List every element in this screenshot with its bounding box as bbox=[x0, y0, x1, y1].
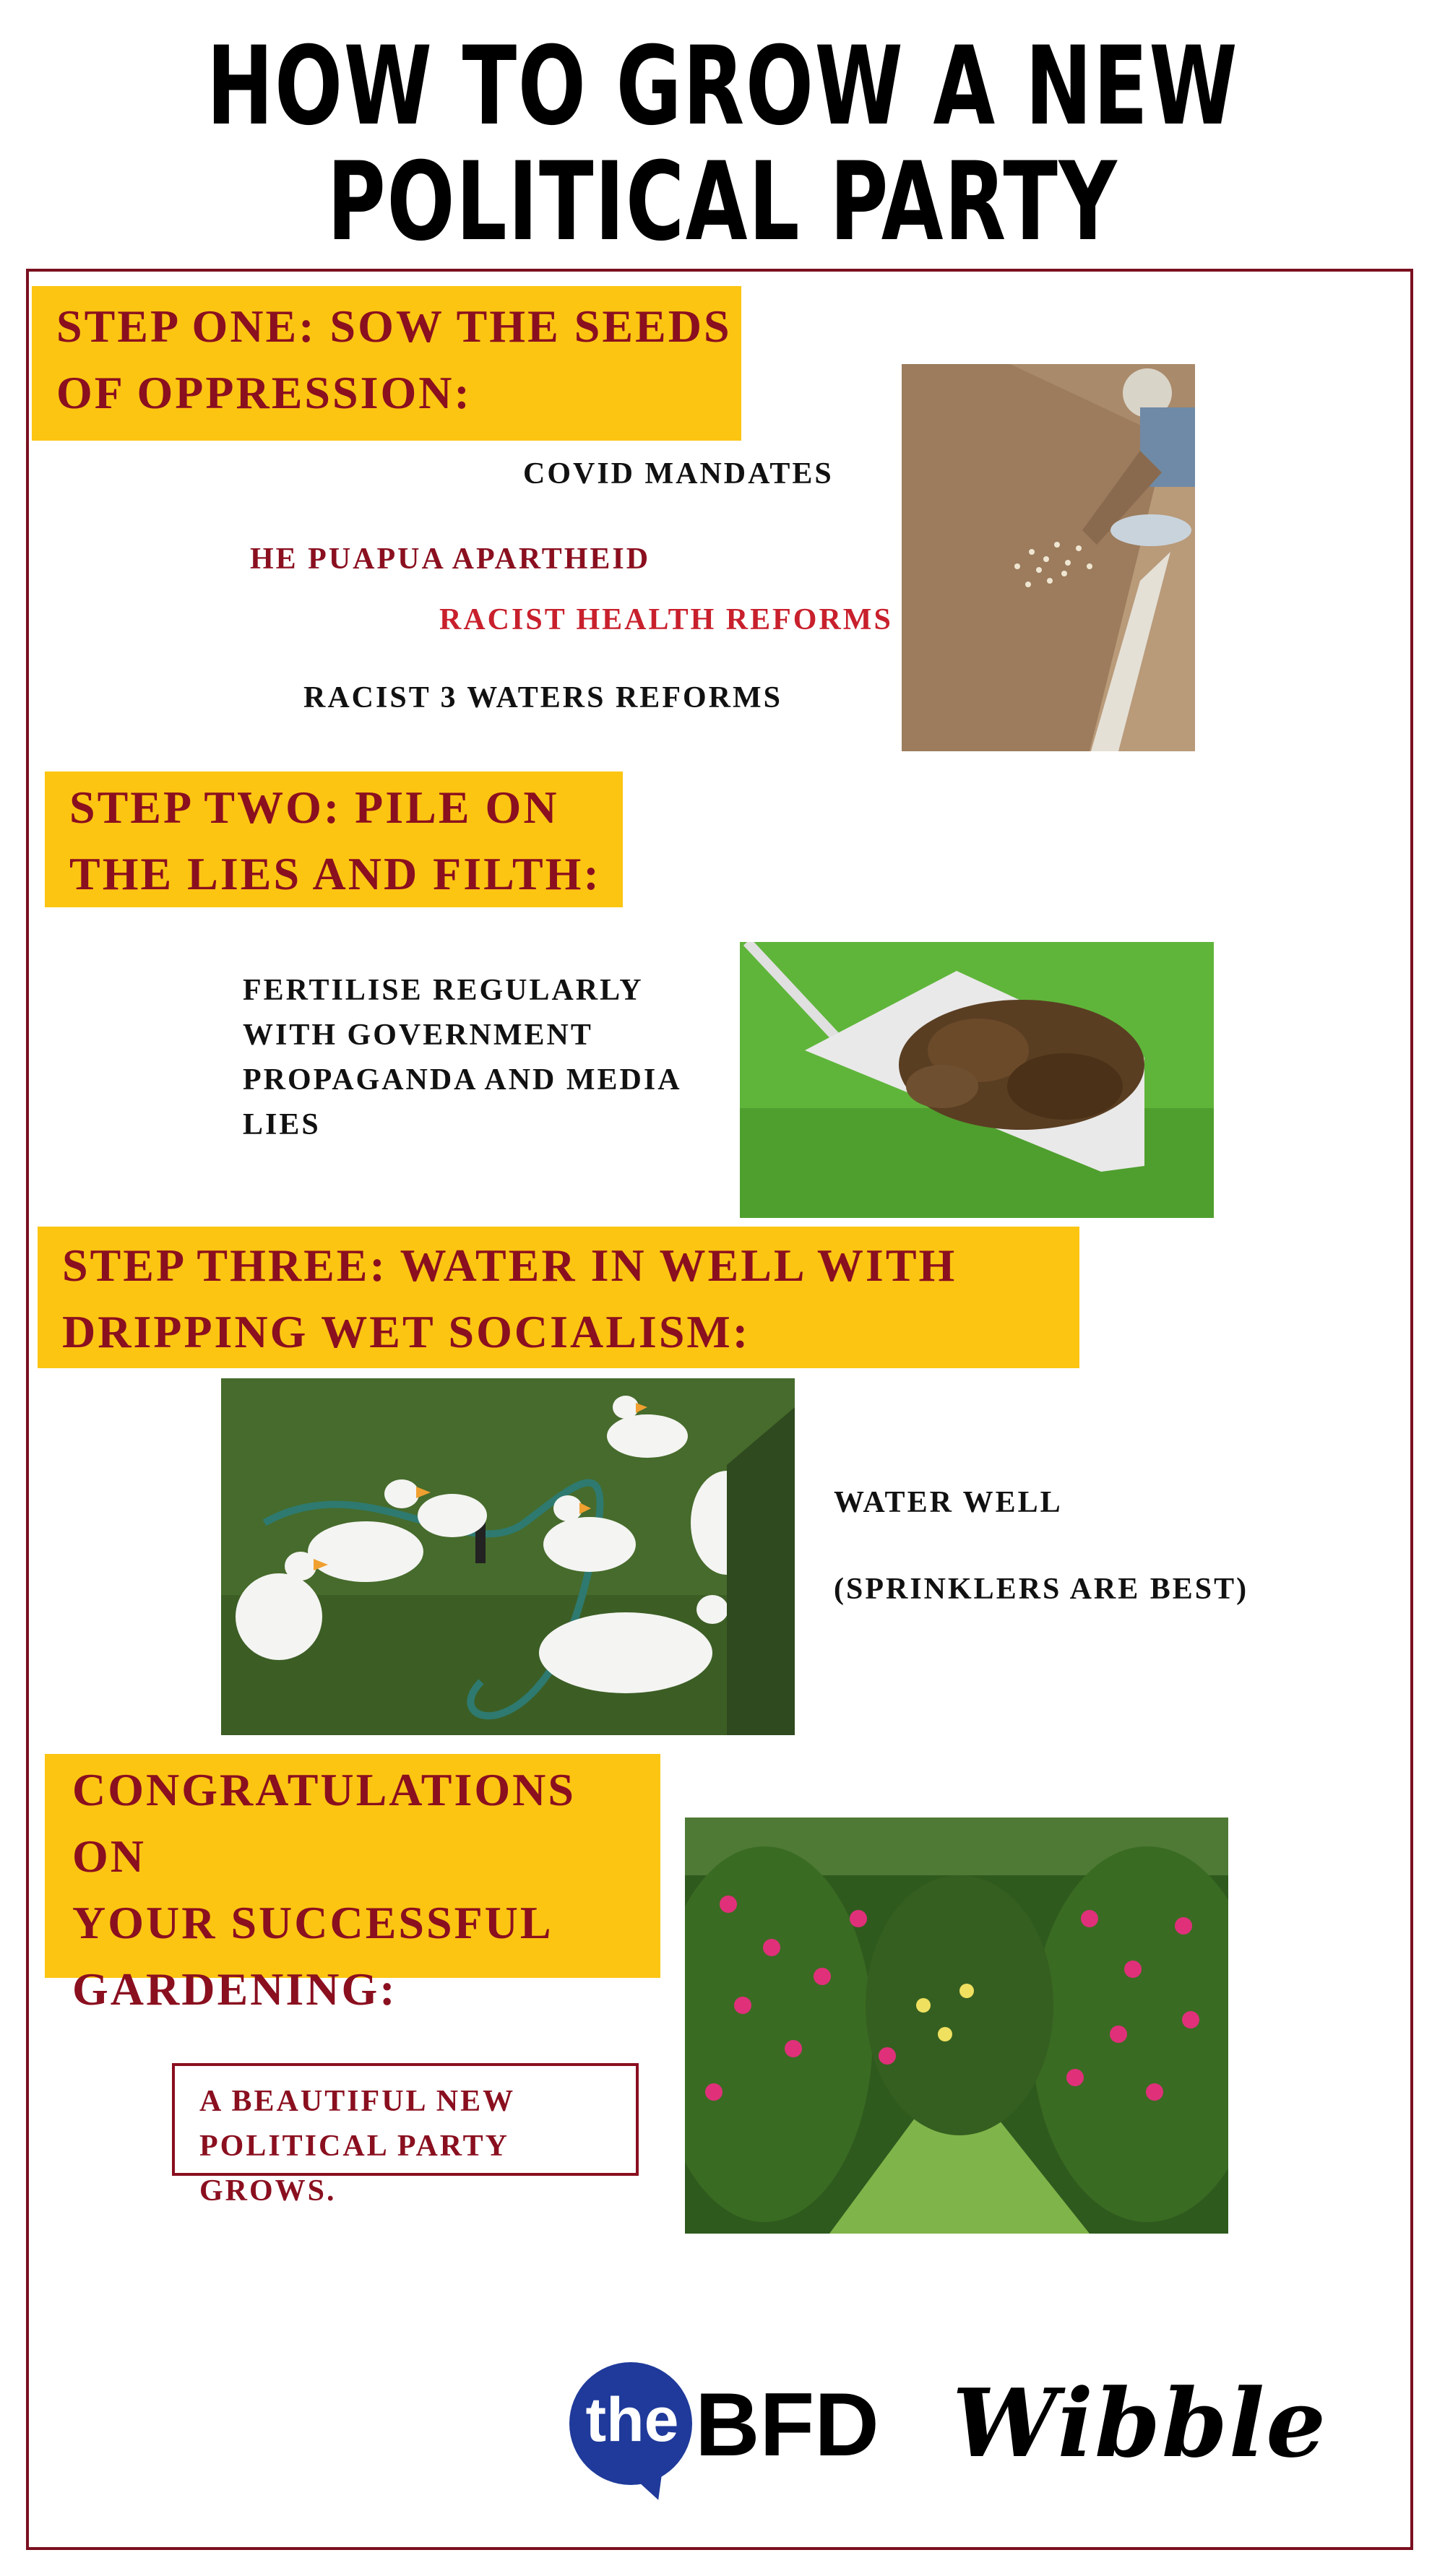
bfd-logo-name: BFD bbox=[695, 2375, 879, 2475]
result-box bbox=[172, 2063, 639, 2208]
shovel-of-manure-photo bbox=[740, 942, 1214, 1218]
step-one-item: HE PUAPUA APARTHEID bbox=[250, 543, 651, 576]
man-sowing-seeds-photo bbox=[902, 364, 1195, 751]
step-one-item: RACIST HEALTH REFORMS bbox=[439, 603, 893, 636]
step-three-heading-line1: STEP THREE: WATER IN WELL WITH bbox=[62, 1240, 957, 1291]
step-one-item: COVID MANDATES bbox=[523, 457, 834, 490]
step-two-text bbox=[243, 968, 682, 1147]
step-two-text-line: LIES bbox=[243, 1108, 321, 1141]
step-two-heading-line2: THE LIES AND FILTH: bbox=[69, 848, 601, 899]
rose-garden-photo bbox=[685, 1818, 1228, 2234]
result-line1: A BEAUTIFUL NEW bbox=[199, 2085, 516, 2118]
step-one-item: RACIST 3 WATERS REFORMS bbox=[303, 681, 782, 714]
ducks-and-sprinkler-photo bbox=[221, 1378, 795, 1735]
step-three-text-line: (SPRINKLERS ARE BEST) bbox=[834, 1573, 1249, 1606]
step-three-banner bbox=[38, 1227, 1079, 1368]
step-one-heading-line2: OF OPPRESSION: bbox=[56, 367, 472, 418]
wibble-logo: Wibble bbox=[952, 2368, 1327, 2478]
step-three-text-line: WATER WELL bbox=[834, 1486, 1063, 1519]
step-two-heading-line1: STEP TWO: PILE ON bbox=[69, 782, 559, 833]
step-one-heading-line1: STEP ONE: SOW THE SEEDS bbox=[56, 301, 732, 352]
step-two-text-line: WITH GOVERNMENT bbox=[243, 1019, 593, 1052]
step-one-banner bbox=[32, 286, 741, 441]
bfd-logo-the: the bbox=[585, 2385, 679, 2455]
congrats-banner bbox=[45, 1754, 660, 2015]
step-two-text-line: FERTILISE REGULARLY bbox=[243, 974, 644, 1007]
congrats-heading-line1: CONGRATULATIONS ON bbox=[72, 1764, 576, 1882]
congrats-heading-line2: YOUR SUCCESSFUL bbox=[72, 1897, 553, 1948]
step-two-banner bbox=[45, 771, 623, 907]
step-two-text-line: PROPAGANDA AND MEDIA bbox=[243, 1063, 682, 1097]
congrats-heading-line3: GARDENING: bbox=[72, 1963, 397, 2015]
step-three-heading-line2: DRIPPING WET SOCIALISM: bbox=[62, 1306, 751, 1357]
page-title: HOW TO GROW A NEW POLITICAL PARTY bbox=[206, 24, 1239, 265]
result-line2: POLITICAL PARTY GROWS. bbox=[199, 2130, 509, 2208]
